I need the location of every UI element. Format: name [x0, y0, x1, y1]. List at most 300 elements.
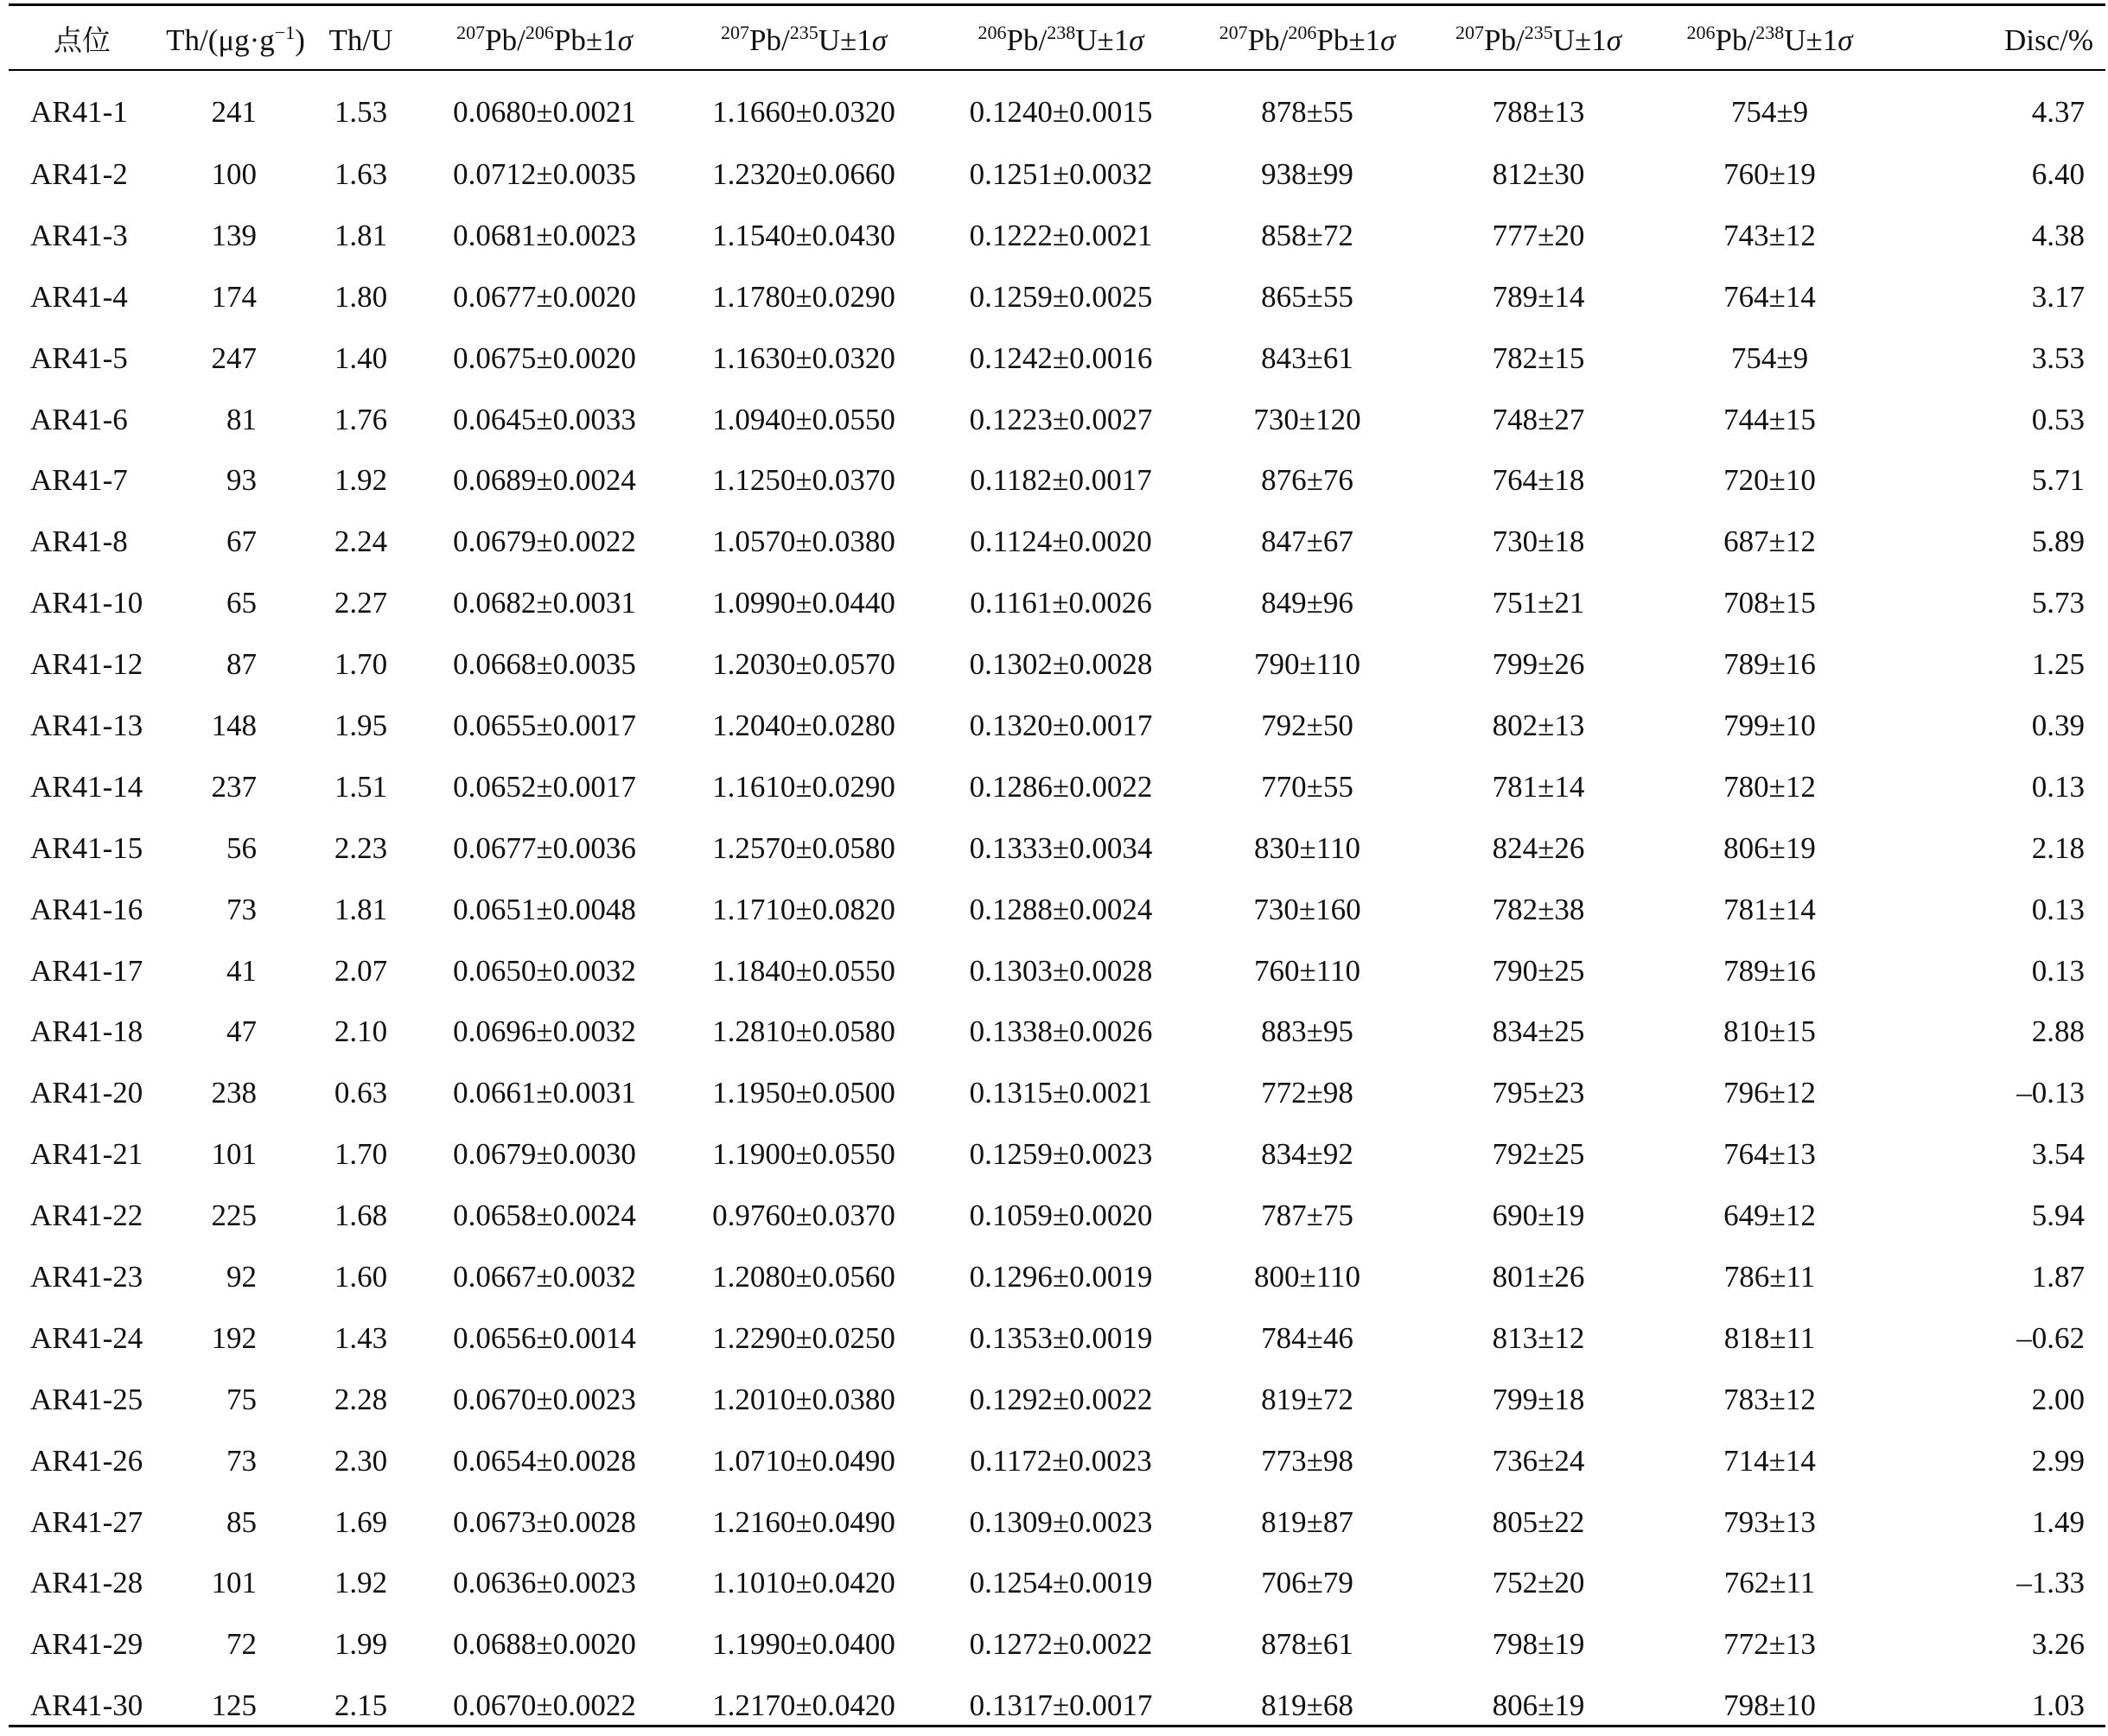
cell-disc: 3.26: [2031, 1627, 2085, 1662]
cell-age-pb206-u238: 780±12: [1723, 769, 1816, 804]
header-isotope-text: Pb/: [1484, 23, 1525, 57]
cell-age-pb207-u235: 805±22: [1492, 1504, 1585, 1539]
cell-age-pb207-u235: 812±30: [1492, 156, 1585, 191]
cell-spot: AR41-1: [30, 95, 128, 129]
header-ratio-pb207-pb206: [415, 0, 674, 75]
cell-th-u: 1.99: [334, 1627, 388, 1662]
cell-th-u: 1.81: [334, 218, 388, 252]
cell-th: 101: [211, 1137, 257, 1172]
cell-th: 75: [226, 1382, 257, 1416]
table-row: [9, 1246, 2105, 1307]
header-isotope-text: Pb/: [1006, 23, 1048, 57]
cell-th: 56: [226, 830, 257, 865]
cell-disc: 1.87: [2031, 1259, 2085, 1294]
header-isotope-text: Pb/: [1715, 23, 1756, 57]
cell-age-pb207-pb206: 878±61: [1261, 1627, 1353, 1662]
cell-ratio-pb207-u235: 1.2290±0.0250: [712, 1320, 895, 1355]
cell-th-u: 1.92: [334, 1566, 388, 1600]
cell-spot: AR41-15: [30, 830, 143, 865]
cell-ratio-pb206-u238: 0.1315±0.0021: [969, 1076, 1153, 1110]
cell-disc: 0.13: [2031, 892, 2085, 926]
cell-age-pb206-u238: 799±10: [1723, 708, 1816, 742]
cell-age-pb207-u235: 752±20: [1492, 1566, 1585, 1600]
cell-age-pb206-u238: 687±12: [1723, 525, 1816, 559]
cell-age-pb206-u238: 760±19: [1723, 156, 1816, 191]
cell-spot: AR41-8: [30, 525, 128, 559]
cell-ratio-pb207-pb206: 0.0677±0.0020: [453, 279, 636, 314]
cell-spot: AR41-17: [30, 953, 143, 988]
header-th-content: [164, 0, 307, 75]
cell-spot: AR41-3: [30, 218, 128, 252]
cell-age-pb207-u235: 799±18: [1492, 1382, 1585, 1416]
cell-ratio-pb207-u235: 1.2010±0.0380: [712, 1382, 895, 1416]
cell-disc: 1.03: [2031, 1688, 2085, 1723]
cell-age-pb206-u238: 708±15: [1723, 586, 1816, 620]
header-age-pb207-pb206: [1188, 0, 1426, 75]
cell-ratio-pb207-u235: 1.0570±0.0380: [712, 525, 895, 559]
cell-ratio-pb207-pb206: 0.0682±0.0031: [453, 586, 636, 620]
table-row: [9, 879, 2105, 940]
cell-age-pb207-u235: 795±23: [1492, 1076, 1585, 1110]
cell-age-pb207-pb206: 787±75: [1261, 1199, 1353, 1233]
cell-th-u: 1.63: [334, 156, 388, 191]
table-row: [9, 756, 2105, 817]
cell-age-pb207-pb206: 858±72: [1261, 218, 1353, 252]
cell-age-pb207-u235: 801±26: [1492, 1259, 1585, 1294]
cell-age-pb207-pb206: 784±46: [1261, 1320, 1353, 1355]
cell-ratio-pb207-u235: 1.2320±0.0660: [712, 156, 895, 191]
cell-age-pb206-u238: 764±13: [1723, 1137, 1816, 1172]
header-age-pb206-u238: [1651, 0, 1888, 75]
cell-th: 100: [211, 156, 257, 191]
cell-age-pb206-u238: 754±9: [1730, 340, 1809, 375]
cell-ratio-pb207-pb206: 0.0675±0.0020: [453, 340, 636, 375]
cell-th-u: 1.60: [334, 1259, 388, 1294]
cell-th-u: 1.92: [334, 463, 388, 498]
header-isotope-sup: 207: [456, 22, 486, 43]
cell-ratio-pb206-u238: 0.1338±0.0026: [969, 1014, 1153, 1049]
cell-age-pb207-u235: 782±38: [1492, 892, 1585, 926]
header-disc: [1888, 0, 2105, 75]
cell-ratio-pb207-pb206: 0.0667±0.0032: [453, 1259, 636, 1294]
cell-th: 237: [211, 769, 257, 804]
header-row: [9, 0, 2105, 75]
cell-th-u: 1.69: [334, 1504, 388, 1539]
cell-ratio-pb207-u235: 1.1610±0.0290: [712, 769, 895, 804]
cell-age-pb206-u238: 764±14: [1723, 279, 1816, 314]
cell-spot: AR41-18: [30, 1014, 143, 1049]
header-isotope-sup: 206: [1288, 22, 1317, 43]
cell-th: 47: [226, 1014, 257, 1049]
cell-age-pb207-u235: 751±21: [1492, 586, 1585, 620]
zircon-u-pb-data-table: [9, 0, 2105, 1736]
cell-ratio-pb207-pb206: 0.0658±0.0024: [453, 1199, 636, 1233]
cell-spot: AR41-23: [30, 1259, 143, 1294]
cell-age-pb207-u235: 789±14: [1492, 279, 1585, 314]
table-row: [9, 1613, 2105, 1675]
cell-th-u: 2.07: [334, 953, 388, 988]
cell-spot: AR41-4: [30, 279, 128, 314]
cell-th: 225: [211, 1199, 257, 1233]
table-row: [9, 1001, 2105, 1062]
cell-ratio-pb207-u235: 1.2810±0.0580: [712, 1014, 895, 1049]
cell-age-pb207-pb206: 800±110: [1254, 1259, 1360, 1294]
cell-ratio-pb207-pb206: 0.0670±0.0022: [453, 1688, 636, 1723]
table-row: [9, 572, 2105, 633]
cell-ratio-pb207-pb206: 0.0650±0.0032: [453, 953, 636, 988]
cell-age-pb207-u235: 798±19: [1492, 1627, 1585, 1662]
table-row: [9, 1123, 2105, 1185]
cell-disc: 0.13: [2031, 953, 2085, 988]
cell-disc: 0.39: [2031, 708, 2085, 742]
cell-disc: 4.37: [2031, 95, 2085, 129]
cell-ratio-pb207-pb206: 0.0645±0.0033: [453, 402, 636, 436]
cell-ratio-pb207-pb206: 0.0670±0.0023: [453, 1382, 636, 1416]
cell-age-pb207-u235: 799±26: [1492, 647, 1585, 682]
cell-age-pb207-pb206: 819±87: [1261, 1504, 1353, 1539]
cell-age-pb207-u235: 824±26: [1492, 830, 1585, 865]
cell-th-u: 1.68: [334, 1199, 388, 1233]
header-disc-label: Disc/%: [2003, 23, 2093, 57]
table-header: [9, 0, 2105, 75]
header-isotope-sup: 235: [789, 22, 818, 43]
cell-age-pb206-u238: 783±12: [1723, 1382, 1816, 1416]
cell-disc: 3.53: [2031, 340, 2085, 375]
header-isotope-text: Pb±1: [553, 23, 618, 57]
cell-age-pb207-pb206: 938±99: [1261, 156, 1353, 191]
cell-th-u: 1.70: [334, 1137, 388, 1172]
cell-spot: AR41-16: [30, 892, 143, 926]
cell-ratio-pb207-pb206: 0.0652±0.0017: [453, 769, 636, 804]
cell-spot: AR41-7: [30, 463, 128, 498]
table-row: [9, 1062, 2105, 1123]
cell-age-pb206-u238: 810±15: [1723, 1014, 1816, 1049]
cell-ratio-pb206-u238: 0.1059±0.0020: [969, 1199, 1153, 1233]
cell-disc: –0.13: [2016, 1076, 2085, 1110]
cell-ratio-pb207-u235: 1.2030±0.0570: [712, 647, 895, 682]
table-row: [9, 389, 2105, 450]
cell-disc: 5.94: [2031, 1199, 2085, 1233]
cell-ratio-pb207-pb206: 0.0680±0.0021: [453, 95, 636, 129]
cell-disc: 2.88: [2031, 1014, 2085, 1049]
header-isotope-sup: 235: [1524, 22, 1553, 43]
cell-ratio-pb206-u238: 0.1240±0.0015: [969, 95, 1153, 129]
cell-th: 87: [226, 647, 257, 682]
table-row: [9, 695, 2105, 756]
cell-ratio-pb207-u235: 1.1950±0.0500: [712, 1076, 895, 1110]
cell-age-pb207-u235: 764±18: [1492, 463, 1585, 498]
cell-disc: 6.40: [2031, 156, 2085, 191]
cell-age-pb207-u235: 736±24: [1492, 1443, 1585, 1478]
cell-ratio-pb207-pb206: 0.0636±0.0023: [453, 1566, 636, 1600]
table-row: [9, 1185, 2105, 1246]
cell-th-u: 1.70: [334, 647, 388, 682]
cell-spot: AR41-5: [30, 340, 128, 375]
cell-spot: AR41-26: [30, 1443, 143, 1478]
cell-ratio-pb207-u235: 1.2170±0.0420: [712, 1688, 895, 1723]
header-isotope-sup: 206: [978, 22, 1007, 43]
cell-th: 238: [211, 1076, 257, 1110]
cell-ratio-pb207-pb206: 0.0712±0.0035: [453, 156, 636, 191]
cell-ratio-pb206-u238: 0.1259±0.0023: [969, 1137, 1153, 1172]
cell-spot: AR41-27: [30, 1504, 143, 1539]
cell-age-pb206-u238: 796±12: [1723, 1076, 1816, 1110]
cell-age-pb207-pb206: 772±98: [1261, 1076, 1353, 1110]
cell-ratio-pb206-u238: 0.1272±0.0022: [969, 1627, 1153, 1662]
header-isotope-text: Pb/: [485, 23, 525, 57]
cell-age-pb207-u235: 813±12: [1492, 1320, 1585, 1355]
cell-ratio-pb206-u238: 0.1161±0.0026: [970, 586, 1152, 620]
cell-ratio-pb206-u238: 0.1286±0.0022: [969, 769, 1153, 804]
cell-spot: AR41-25: [30, 1382, 143, 1416]
cell-age-pb207-pb206: 790±110: [1254, 647, 1360, 682]
cell-age-pb207-u235: 834±25: [1492, 1014, 1585, 1049]
cell-th-u: 1.53: [334, 95, 388, 129]
cell-ratio-pb207-u235: 1.0710±0.0490: [712, 1443, 895, 1478]
header-isotope-text: Pb±1: [1316, 23, 1381, 57]
table-row: [9, 327, 2105, 389]
cell-ratio-pb206-u238: 0.1353±0.0019: [969, 1320, 1153, 1355]
table-row: [9, 940, 2105, 1002]
cell-ratio-pb207-pb206: 0.0681±0.0023: [453, 218, 636, 252]
cell-age-pb206-u238: 793±13: [1723, 1504, 1816, 1539]
cell-spot: AR41-30: [30, 1688, 143, 1723]
cell-age-pb207-pb206: 819±72: [1261, 1382, 1353, 1416]
cell-th-u: 1.80: [334, 279, 388, 314]
cell-age-pb207-pb206: 849±96: [1261, 586, 1353, 620]
cell-age-pb206-u238: 649±12: [1723, 1199, 1816, 1233]
cell-age-pb207-pb206: 847±67: [1261, 525, 1353, 559]
cell-age-pb207-pb206: 730±160: [1253, 892, 1361, 926]
table-body: [9, 75, 2105, 1736]
header-isotope-sup: 207: [721, 22, 750, 43]
cell-age-pb207-pb206: 706±79: [1261, 1566, 1353, 1600]
cell-age-pb207-u235: 730±18: [1492, 525, 1585, 559]
header-isotope-text: U±1: [818, 23, 872, 57]
table-row: [9, 1491, 2105, 1553]
table-row: [9, 1430, 2105, 1491]
cell-ratio-pb206-u238: 0.1320±0.0017: [969, 708, 1153, 742]
cell-th: 93: [226, 463, 257, 498]
cell-disc: 4.38: [2031, 218, 2085, 252]
cell-th: 41: [226, 953, 257, 988]
header-th-sup: −1: [274, 22, 296, 43]
cell-disc: 0.53: [2031, 402, 2085, 436]
cell-ratio-pb207-pb206: 0.0655±0.0017: [453, 708, 636, 742]
cell-age-pb206-u238: 786±11: [1723, 1259, 1816, 1294]
cell-ratio-pb206-u238: 0.1251±0.0032: [969, 156, 1153, 191]
cell-th: 92: [226, 1259, 257, 1294]
cell-spot: AR41-20: [30, 1076, 143, 1110]
cell-spot: AR41-6: [30, 402, 128, 436]
cell-spot: AR41-28: [30, 1566, 143, 1600]
cell-ratio-pb207-u235: 1.1010±0.0420: [712, 1566, 895, 1600]
header-th-pre: Th/(μg·g: [166, 23, 275, 57]
cell-disc: 1.25: [2031, 647, 2085, 682]
cell-th: 72: [226, 1627, 257, 1662]
cell-ratio-pb207-pb206: 0.0677±0.0036: [453, 830, 636, 865]
cell-th: 81: [226, 402, 257, 436]
cell-th-u: 2.10: [334, 1014, 388, 1049]
cell-ratio-pb207-pb206: 0.0679±0.0022: [453, 525, 636, 559]
cell-age-pb207-u235: 781±14: [1492, 769, 1585, 804]
table-row: [9, 266, 2105, 327]
cell-th: 139: [211, 218, 257, 252]
cell-disc: 2.18: [2031, 830, 2085, 865]
cell-spot: AR41-21: [30, 1137, 143, 1172]
cell-disc: 0.13: [2031, 769, 2085, 804]
header-sigma: σ: [1380, 23, 1396, 57]
cell-age-pb207-u235: 802±13: [1492, 708, 1585, 742]
cell-age-pb207-u235: 790±25: [1492, 953, 1585, 988]
cell-ratio-pb207-u235: 1.1630±0.0320: [712, 340, 895, 375]
table-row: [9, 449, 2105, 511]
cell-ratio-pb207-u235: 1.2040±0.0280: [712, 708, 895, 742]
cell-ratio-pb206-u238: 0.1309±0.0023: [969, 1504, 1153, 1539]
cell-age-pb206-u238: 798±10: [1723, 1688, 1816, 1723]
cell-spot: AR41-29: [30, 1627, 143, 1662]
cell-th: 85: [226, 1504, 257, 1539]
table-row: [9, 75, 2105, 143]
cell-ratio-pb206-u238: 0.1303±0.0028: [969, 953, 1153, 988]
cell-ratio-pb207-u235: 1.2160±0.0490: [712, 1504, 895, 1539]
cell-disc: 2.00: [2031, 1382, 2085, 1416]
cell-th: 73: [226, 1443, 257, 1478]
cell-ratio-pb206-u238: 0.1182±0.0017: [970, 463, 1152, 498]
cell-ratio-pb207-u235: 1.1540±0.0430: [712, 218, 895, 252]
cell-th: 73: [226, 892, 257, 926]
cell-age-pb206-u238: 743±12: [1723, 218, 1816, 252]
cell-ratio-pb207-pb206: 0.0668±0.0035: [453, 647, 636, 682]
cell-age-pb207-pb206: 876±76: [1261, 463, 1353, 498]
cell-spot: AR41-12: [30, 647, 143, 682]
cell-th: 125: [211, 1688, 257, 1723]
header-isotope-text: U±1: [1075, 23, 1130, 57]
cell-age-pb207-pb206: 883±95: [1261, 1014, 1353, 1049]
header-sigma: σ: [871, 23, 887, 57]
cell-age-pb207-pb206: 878±55: [1261, 95, 1353, 129]
table-row: [9, 143, 2105, 205]
cell-th-u: 1.81: [334, 892, 388, 926]
cell-ratio-pb207-pb206: 0.0656±0.0014: [453, 1320, 636, 1355]
cell-ratio-pb206-u238: 0.1242±0.0016: [969, 340, 1153, 375]
cell-ratio-pb207-pb206: 0.0673±0.0028: [453, 1504, 636, 1539]
cell-disc: 1.49: [2031, 1504, 2085, 1539]
header-th-u: [307, 0, 415, 75]
header-ratio-pb207-u235: [674, 0, 933, 75]
cell-th: 148: [211, 708, 257, 742]
cell-ratio-pb206-u238: 0.1317±0.0017: [969, 1688, 1153, 1723]
cell-age-pb207-u235: 782±15: [1492, 340, 1585, 375]
cell-ratio-pb206-u238: 0.1222±0.0021: [969, 218, 1153, 252]
header-isotope-sup: 206: [525, 22, 554, 43]
header-isotope-sup: 206: [1686, 22, 1716, 43]
cell-th-u: 1.95: [334, 708, 388, 742]
header-spot: [9, 0, 164, 75]
cell-disc: 5.73: [2031, 586, 2085, 620]
header-isotope-text: Pb/: [1247, 23, 1289, 57]
header-sigma: σ: [1837, 23, 1853, 57]
cell-age-pb207-pb206: 865±55: [1261, 279, 1353, 314]
cell-ratio-pb207-u235: 1.1990±0.0400: [712, 1627, 895, 1662]
header-isotope-sup: 238: [1755, 22, 1785, 43]
cell-ratio-pb207-pb206: 0.0651±0.0048: [453, 892, 636, 926]
cell-th-u: 2.28: [334, 1382, 388, 1416]
cell-age-pb207-u235: 788±13: [1492, 95, 1585, 129]
cell-age-pb207-u235: 777±20: [1492, 218, 1585, 252]
cell-ratio-pb206-u238: 0.1296±0.0019: [969, 1259, 1153, 1294]
cell-ratio-pb207-u235: 1.2080±0.0560: [712, 1259, 895, 1294]
cell-ratio-pb207-u235: 1.1780±0.0290: [712, 279, 895, 314]
cell-ratio-pb207-u235: 1.2570±0.0580: [712, 830, 895, 865]
cell-age-pb206-u238: 762±11: [1723, 1566, 1816, 1600]
cell-spot: AR41-10: [30, 586, 143, 620]
cell-age-pb206-u238: 806±19: [1723, 830, 1816, 865]
cell-ratio-pb207-u235: 1.1660±0.0320: [712, 95, 895, 129]
cell-th-u: 2.30: [334, 1443, 388, 1478]
cell-ratio-pb207-pb206: 0.0654±0.0028: [453, 1443, 636, 1478]
cell-age-pb206-u238: 789±16: [1723, 647, 1816, 682]
cell-spot: AR41-22: [30, 1199, 143, 1233]
cell-disc: 5.89: [2031, 525, 2085, 559]
cell-age-pb207-u235: 806±19: [1492, 1688, 1585, 1723]
cell-ratio-pb207-pb206: 0.0661±0.0031: [453, 1076, 636, 1110]
cell-age-pb206-u238: 754±9: [1730, 95, 1809, 129]
table-row: [9, 1307, 2105, 1369]
cell-ratio-pb206-u238: 0.1172±0.0023: [970, 1443, 1152, 1478]
cell-age-pb207-pb206: 730±120: [1253, 402, 1361, 436]
cell-disc: 2.99: [2031, 1443, 2085, 1478]
cell-ratio-pb207-u235: 1.1250±0.0370: [712, 463, 895, 498]
cell-spot: AR41-14: [30, 769, 143, 804]
cell-th-u: 1.76: [334, 402, 388, 436]
cell-age-pb207-pb206: 834±92: [1261, 1137, 1353, 1172]
header-sigma: σ: [1606, 23, 1621, 57]
cell-disc: 3.54: [2031, 1137, 2085, 1172]
cell-th: 247: [211, 340, 257, 375]
cell-ratio-pb207-u235: 1.1840±0.0550: [712, 953, 895, 988]
header-sigma: σ: [617, 23, 633, 57]
cell-th-u: 1.51: [334, 769, 388, 804]
header-isotope-sup: 238: [1047, 22, 1076, 43]
cell-th-u: 1.43: [334, 1320, 388, 1355]
header-isotope-sup: 207: [1455, 22, 1485, 43]
cell-ratio-pb207-u235: 1.1710±0.0820: [712, 892, 895, 926]
table-row: [9, 511, 2105, 572]
cell-spot: AR41-24: [30, 1320, 143, 1355]
cell-disc: 5.71: [2031, 463, 2085, 498]
header-th-post: ): [295, 23, 305, 57]
cell-ratio-pb207-u235: 1.1900±0.0550: [712, 1137, 895, 1172]
cell-age-pb207-pb206: 792±50: [1261, 708, 1353, 742]
table-row: [9, 205, 2105, 266]
cell-age-pb207-pb206: 760±110: [1254, 953, 1360, 988]
table-row: [9, 817, 2105, 879]
cell-age-pb207-u235: 792±25: [1492, 1137, 1585, 1172]
cell-ratio-pb206-u238: 0.1124±0.0020: [970, 525, 1152, 559]
cell-ratio-pb206-u238: 0.1288±0.0024: [969, 892, 1153, 926]
cell-ratio-pb206-u238: 0.1292±0.0022: [969, 1382, 1153, 1416]
header-sigma: σ: [1129, 23, 1144, 57]
cell-age-pb207-pb206: 773±98: [1261, 1443, 1353, 1478]
cell-ratio-pb207-u235: 1.0940±0.0550: [712, 402, 895, 436]
cell-age-pb207-u235: 748±27: [1492, 402, 1585, 436]
header-isotope-text: Pb/: [749, 23, 790, 57]
cell-ratio-pb207-u235: 1.0990±0.0440: [712, 586, 895, 620]
cell-age-pb207-u235: 690±19: [1492, 1199, 1585, 1233]
cell-age-pb207-pb206: 830±110: [1254, 830, 1360, 865]
cell-age-pb206-u238: 789±16: [1723, 953, 1816, 988]
